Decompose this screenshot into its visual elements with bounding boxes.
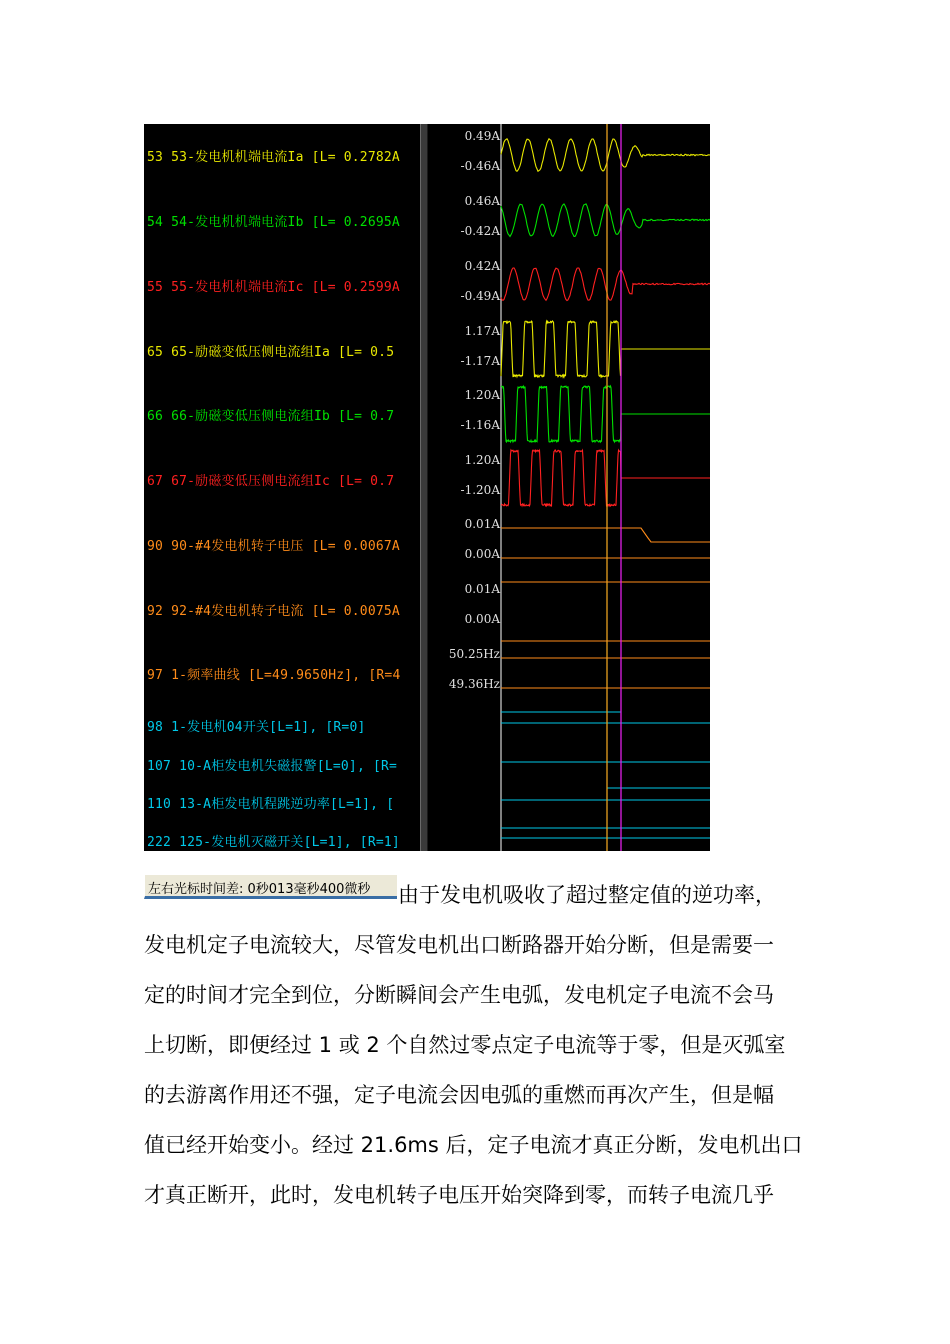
paragraph-line: 定的时间才完全到位，分断瞬间会产生电弧，发电机定子电流不会马 [144,983,774,1007]
channel-label[interactable]: 67 67-励磁变低压侧电流组Ic [L= 0.7 [147,474,395,489]
paragraph-line: 上切断，即便经过 1 或 2 个自然过零点定子电流等于零，但是灭弧室 [144,1033,786,1057]
channel-label[interactable]: 53 53-发电机机端电流Ia [L= 0.2782A [147,150,400,165]
paragraph-line: 的去游离作用还不强，定子电流会因电弧的重燃而再次产生，但是幅 [144,1083,774,1107]
scale-max-label: 1.17A [464,324,500,338]
channel-label[interactable]: 66 66-励磁变低压侧电流组Ib [L= 0.7 [147,409,395,424]
scale-min-label: -0.46A [460,159,500,173]
scale-min-label: -1.20A [460,483,500,497]
scale-max-label: 0.49A [464,129,500,143]
channel-label[interactable]: 97 1-频率曲线 [L=49.9650Hz], [R=4 [147,668,401,683]
waveform-panel[interactable] [428,124,710,851]
paragraph-line: 值已经开始变小。经过 21.6ms 后，定子电流才真正分断，发电机出口 [144,1133,803,1157]
body-paragraph [144,870,812,1220]
channel-label[interactable]: 65 65-励磁变低压侧电流组Ia [L= 0.5 [147,345,395,360]
excitation-current-trace [501,386,710,442]
channel-label-panel [144,124,420,851]
channel-label[interactable]: 54 54-发电机机端电流Ib [L= 0.2695A [147,215,400,230]
panel-splitter[interactable] [420,124,428,851]
rotor-voltage-trace [501,528,710,542]
channel-label[interactable]: 90 90-#4发电机转子电压 [L= 0.0067A [147,539,400,554]
scale-max-label: 50.25Hz [448,647,500,661]
waveform-canvas[interactable] [428,124,710,851]
scale-max-label: 1.20A [464,388,500,402]
scale-min-label: -1.17A [460,354,500,368]
scale-min-label: 0.00A [464,612,500,626]
scale-max-label: 0.42A [464,259,500,273]
stator-current-trace [501,139,710,172]
scale-max-label: 0.46A [464,194,500,208]
scale-min-label: -1.16A [460,418,500,432]
scale-max-label: 1.20A [464,453,500,467]
scale-max-label: 0.01A [464,517,500,531]
channel-label[interactable]: 110 13-A柜发电机程跳逆功率[L=1], [ [147,797,395,812]
paragraph-line: 才真正断开，此时，发电机转子电压开始突降到零，而转子电流几乎 [144,1183,774,1207]
excitation-current-trace [501,450,710,506]
channel-label[interactable]: 107 10-A柜发电机失磁报警[L=0], [R= [147,759,398,774]
cursor-time-difference-readout: 左右光标时间差: 0秒013毫秒400微秒 [144,874,397,899]
channel-label[interactable]: 55 55-发电机机端电流Ic [L= 0.2599A [147,280,400,295]
scale-min-label: -0.49A [460,289,500,303]
scale-min-label: 0.00A [464,547,500,561]
stator-current-trace [501,204,710,237]
scale-max-label: 0.01A [464,582,500,596]
stator-current-trace [501,268,710,301]
scale-min-label: -0.42A [460,224,500,238]
excitation-current-trace [501,321,710,377]
paragraph-line: 由于发电机吸收了超过整定值的逆功率， [398,883,776,907]
waveform-recorder-figure [144,124,710,851]
paragraph-line: 发电机定子电流较大，尽管发电机出口断路器开始分断，但是需要一 [144,933,774,957]
channel-label[interactable]: 92 92-#4发电机转子电流 [L= 0.0075A [147,604,400,619]
channel-label[interactable]: 222 125-发电机灭磁开关[L=1], [R=1] [147,835,400,850]
channel-label[interactable]: 98 1-发电机04开关[L=1], [R=0] [147,720,366,735]
scale-min-label: 49.36Hz [448,677,500,691]
